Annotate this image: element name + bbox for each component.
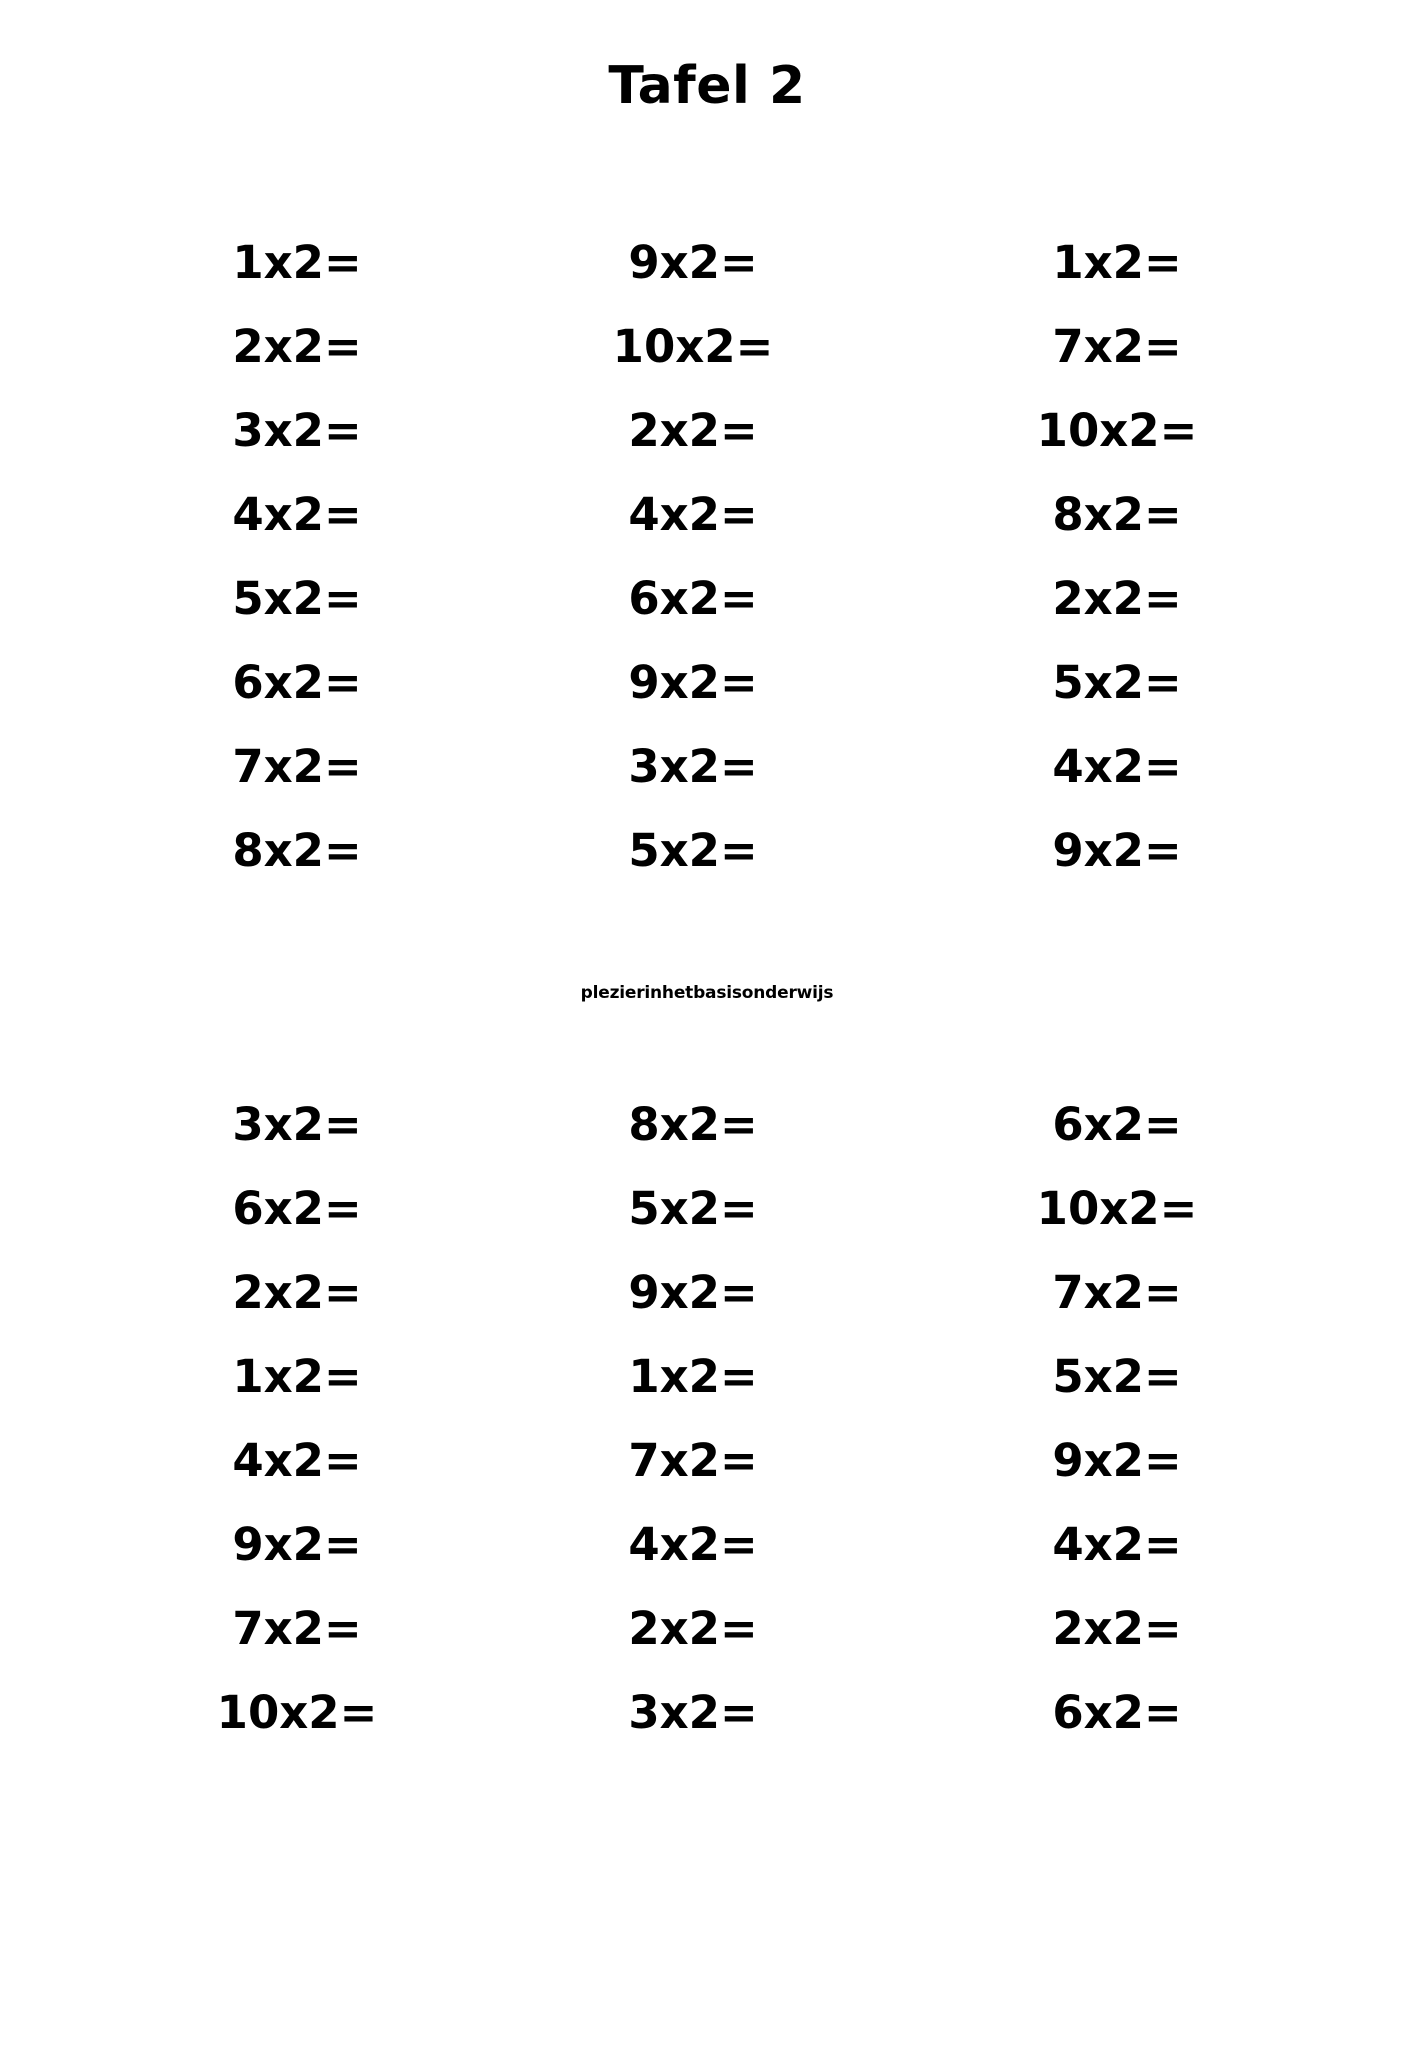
problem-item: 1x2= <box>628 1350 758 1404</box>
problem-item: 7x2= <box>232 740 362 794</box>
problem-item: 9x2= <box>1052 824 1182 878</box>
problem-item: 2x2= <box>232 320 362 374</box>
problem-item: 10x2= <box>612 320 774 374</box>
exercise-column-1 <box>117 221 477 893</box>
problem-item: 6x2= <box>1052 1686 1182 1740</box>
problem-item: 5x2= <box>1052 656 1182 710</box>
problem-item: 7x2= <box>1052 1266 1182 1320</box>
problem-item: 9x2= <box>628 236 758 290</box>
problem-item: 8x2= <box>628 1098 758 1152</box>
problem-item: 10x2= <box>216 1686 378 1740</box>
watermark-text: plezierinhetbasisonderwijs <box>580 983 834 1004</box>
problem-item: 10x2= <box>1036 404 1198 458</box>
problem-item: 9x2= <box>1052 1434 1182 1488</box>
problem-item: 3x2= <box>232 404 362 458</box>
problem-item: 9x2= <box>628 1266 758 1320</box>
problem-item: 6x2= <box>628 572 758 626</box>
exercise-block-bottom <box>117 1083 1297 1755</box>
problem-item: 6x2= <box>1052 1098 1182 1152</box>
worksheet-page <box>0 58 1414 2058</box>
problem-item: 7x2= <box>232 1602 362 1656</box>
problem-item: 1x2= <box>1052 236 1182 290</box>
problem-item: 4x2= <box>232 488 362 542</box>
problem-item: 7x2= <box>628 1434 758 1488</box>
problem-item: 3x2= <box>628 740 758 794</box>
problem-item: 2x2= <box>628 1602 758 1656</box>
problem-item: 7x2= <box>1052 320 1182 374</box>
problem-item: 6x2= <box>232 1182 362 1236</box>
problem-item: 2x2= <box>1052 1602 1182 1656</box>
problem-item: 3x2= <box>232 1098 362 1152</box>
exercise-column-4 <box>117 1083 477 1755</box>
problem-item: 5x2= <box>628 824 758 878</box>
problem-item: 8x2= <box>232 824 362 878</box>
problem-item: 5x2= <box>1052 1350 1182 1404</box>
problem-item: 10x2= <box>1036 1182 1198 1236</box>
page-title: Tafel 2 <box>608 56 806 116</box>
problem-item: 2x2= <box>232 1266 362 1320</box>
problem-item: 5x2= <box>628 1182 758 1236</box>
problem-item: 1x2= <box>232 236 362 290</box>
exercise-column-3 <box>909 221 1297 893</box>
problem-item: 9x2= <box>628 656 758 710</box>
problem-item: 3x2= <box>628 1686 758 1740</box>
problem-item: 2x2= <box>1052 572 1182 626</box>
problem-item: 4x2= <box>1052 1518 1182 1572</box>
exercise-block-top <box>117 221 1297 893</box>
problem-item: 2x2= <box>628 404 758 458</box>
problem-item: 4x2= <box>628 1518 758 1572</box>
problem-item: 4x2= <box>628 488 758 542</box>
problem-item: 9x2= <box>232 1518 362 1572</box>
problem-item: 4x2= <box>232 1434 362 1488</box>
exercise-column-6 <box>909 1083 1297 1755</box>
problem-item: 6x2= <box>232 656 362 710</box>
problem-item: 4x2= <box>1052 740 1182 794</box>
exercise-column-2 <box>513 221 873 893</box>
problem-item: 1x2= <box>232 1350 362 1404</box>
problem-item: 5x2= <box>232 572 362 626</box>
problem-item: 8x2= <box>1052 488 1182 542</box>
exercise-column-5 <box>513 1083 873 1755</box>
